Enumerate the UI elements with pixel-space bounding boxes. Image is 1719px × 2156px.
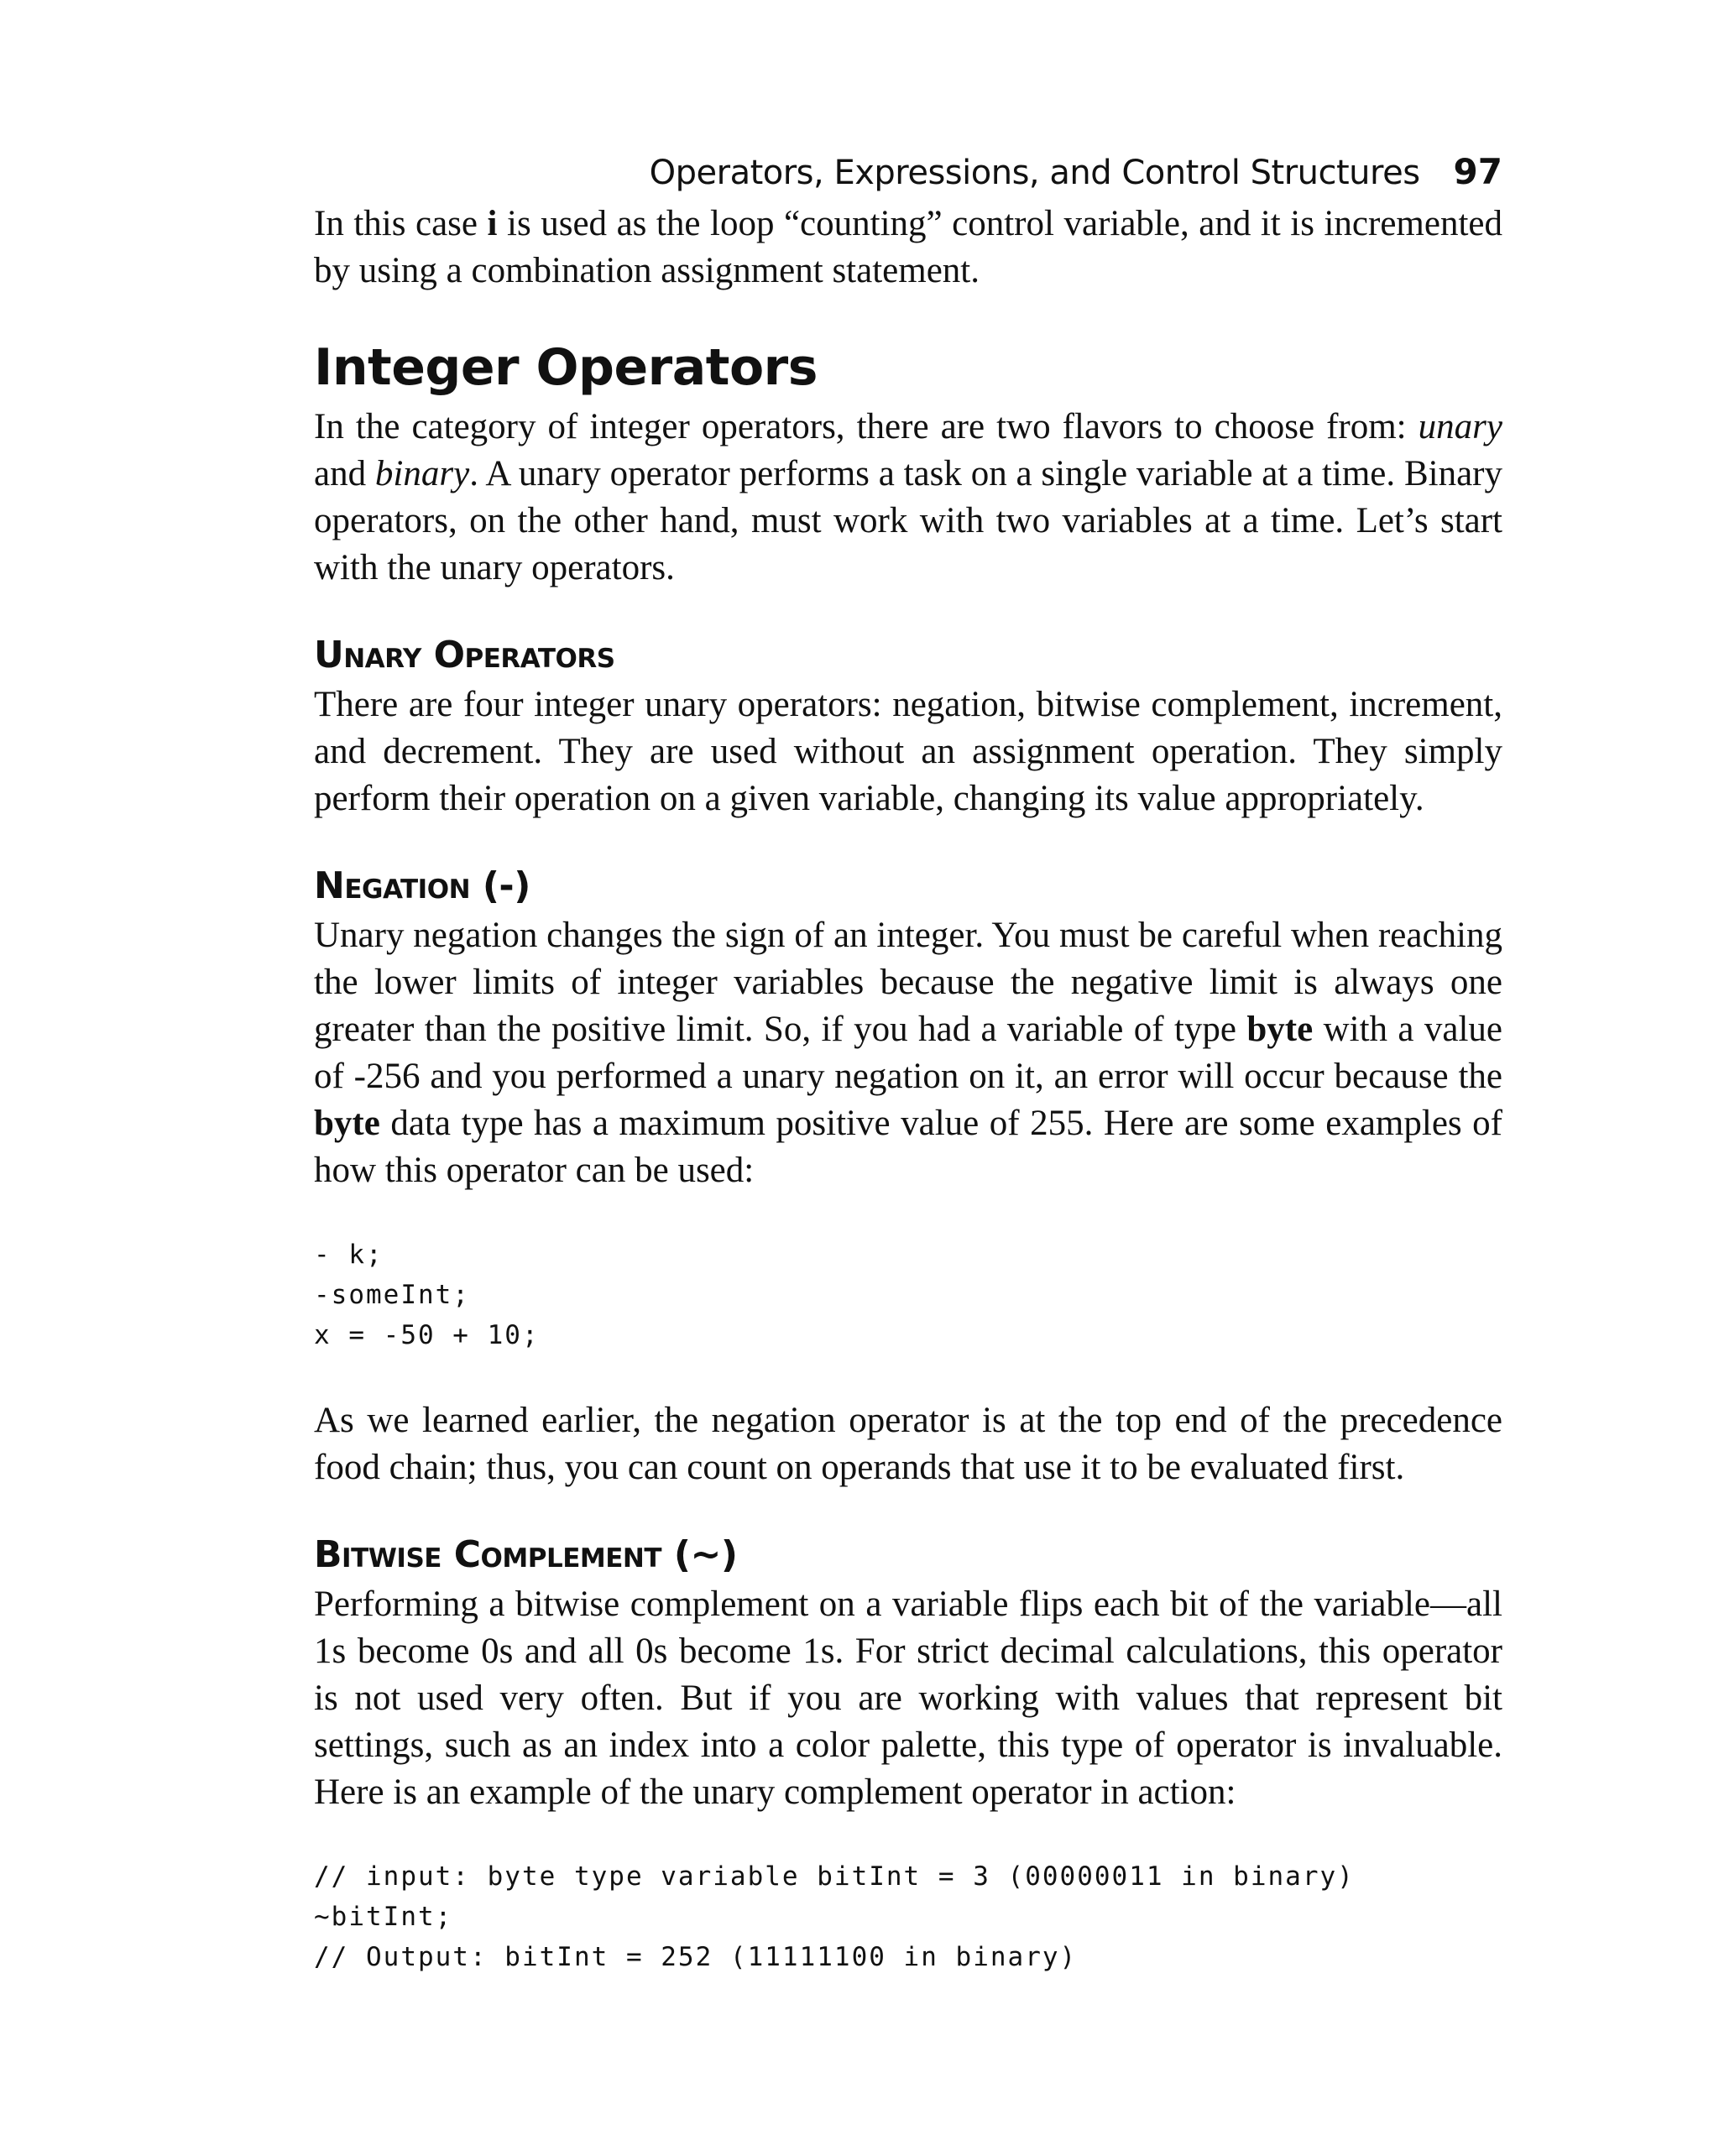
code-line: // Output: bitInt = 252 (11111100 in binary) — [314, 1942, 1078, 1972]
bitwise-complement-paragraph: Performing a bitwise complement on a variable flips each bit of the variable—all 1s become 0s and all 0s become 1s. For strict decimal calculations, this operator is not used very often. But if you are working with values that represent bit settings, such as an index into a color palette, this type of operator is invaluable. Here is an example of the unary complement operator in action: — [314, 1584, 1502, 1812]
subsection-heading-negation: Negation (-) — [314, 864, 530, 907]
negation-precedence-paragraph: As we learned earlier, the negation operator is at the top end of the precedence food chain; thus, you can count on operands that use it to be evaluated first. — [314, 1401, 1502, 1487]
section-heading-integer-operators: Integer Operators — [314, 338, 818, 397]
book-page — [314, 151, 1502, 2019]
unary-operators-paragraph: There are four integer unary operators: negation, bitwise complement, increment, and decrement. They are used without an assignment operation. They simply perform their operation on a given variable, changing its value appropriately. — [314, 685, 1502, 818]
code-line: ~bitInt; — [314, 1902, 453, 1932]
code-line: x = -50 + 10; — [314, 1320, 540, 1350]
term-binary: binary — [374, 454, 470, 493]
type-byte: byte — [314, 1104, 380, 1143]
chapter-title: Operators, Expressions, and Control Structures — [649, 154, 1420, 192]
loop-variable: i — [487, 204, 498, 243]
negation-code-block — [314, 1235, 1502, 1355]
negation-paragraph: Unary negation changes the sign of an integer. You must be careful when reaching the lower limits of integer variables because the negative limit is always one greater than the positive limit. So, if you had a variable of type byte with a value of -256 and you performed a unary negation on it, an error will occur because the byte data type has a maximum positive value of 255. Here are some examples of how this operator can be used: — [314, 916, 1502, 1190]
running-header — [314, 151, 1502, 192]
term-unary: unary — [1418, 407, 1502, 446]
integer-operators-paragraph: In the category of integer operators, there are two flavors to choose from: unary and binary. A unary operator performs a task on a single variable at a time. Binary operators, on the other hand, must work with two variables at a time. Let’s start with the unary operators. — [314, 407, 1502, 587]
subsection-heading-unary-operators: Unary Operators — [314, 634, 615, 676]
intro-paragraph: In this case i is used as the loop “counting” control variable, and it is incremented by using a combination assignment statement. — [314, 204, 1502, 290]
bitwise-code-block — [314, 1856, 1502, 1977]
code-line: - k; — [314, 1240, 384, 1270]
subsection-heading-bitwise-complement: Bitwise Complement (~) — [314, 1533, 738, 1576]
page-number: 97 — [1453, 151, 1502, 192]
type-byte: byte — [1246, 1010, 1314, 1049]
code-line: // input: byte type variable bitInt = 3 (00000011 in binary) — [314, 1861, 1355, 1892]
code-line: -someInt; — [314, 1280, 470, 1310]
